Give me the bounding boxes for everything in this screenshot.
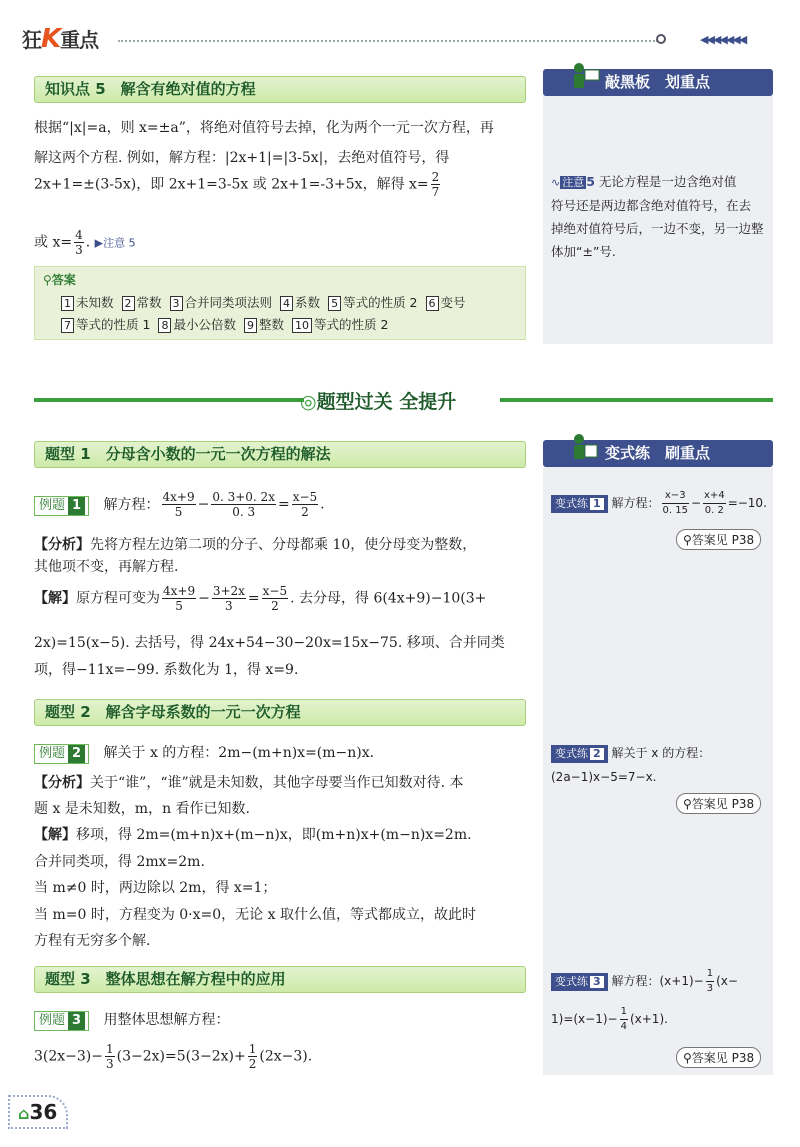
- variant-3: 变式练 3 解方程：(x+1)− $\frac{1}{3}$ (x−: [551, 967, 738, 996]
- blackboard-panel: [543, 96, 773, 344]
- example-tag: 例题 2: [34, 744, 89, 764]
- kp5-title: 知识点 5 解含有绝对值的方程: [34, 76, 526, 103]
- key-icon: ⚲: [683, 533, 692, 547]
- answer-number-box: 1: [61, 296, 74, 311]
- note-reference-link[interactable]: ▶注意 5: [94, 236, 136, 250]
- answer-item: [61, 315, 150, 333]
- example-tag: 例题 3: [34, 1011, 89, 1031]
- answer-number-box: 6: [426, 296, 439, 311]
- example-2-analysis: 【分析】关于“谁”，“谁”就是未知数，其他字母要当作已知数对待. 本 题 x 是未知数，m，n 看作已知数.: [34, 775, 464, 817]
- key-icon: ⚲: [683, 1051, 692, 1065]
- key-icon: ⚲: [683, 797, 692, 811]
- example-3-equation: 3(2x−3)− $\frac{1}{3}$ (3−2x)=5(3−2x)+ $\frac{1}{2}$ (2x−3).: [34, 1042, 313, 1071]
- section-banner: ◎题型过关 全提升: [300, 391, 457, 413]
- kp5-line3: 2x+1=±(3-5x)，即 2x+1=3-5x 或 2x+1=-3+5x，解得 x= $\frac{2}{7}$: [34, 170, 440, 199]
- answer-item: [170, 293, 273, 311]
- variant-1: 变式练 1 解方程： $\frac{x-3}{0. 15}$ − $\frac{x+4}{0. 2}$ =−10.: [551, 489, 767, 518]
- banner-line-left: [34, 398, 304, 402]
- answer-see-button-3[interactable]: ⚲答案见 P38: [676, 1047, 761, 1068]
- answer-box: [34, 266, 526, 340]
- answer-item: [328, 293, 417, 311]
- answer-number-box: 10: [292, 318, 312, 333]
- answer-text: 等式的性质 2: [313, 317, 389, 332]
- circle-icon: [656, 34, 666, 44]
- answer-row-1: [61, 293, 474, 311]
- header-divider: [118, 40, 658, 42]
- answer-item: [61, 293, 114, 311]
- swirl-icon: ◎: [300, 391, 317, 413]
- answer-number-box: 7: [61, 318, 74, 333]
- variant-tag: 变式练 1: [551, 495, 608, 513]
- variant-tag: 变式练 2: [551, 745, 608, 763]
- answer-number-box: 2: [122, 296, 135, 311]
- compass-icon: ⌂: [18, 1104, 30, 1123]
- practice-header: 变式练 刷重点: [543, 440, 773, 467]
- banner-line-right: [500, 398, 773, 402]
- answer-text: 等式的性质 1: [76, 317, 151, 332]
- answer-number-box: 4: [280, 296, 293, 311]
- answer-text: 未知数: [76, 295, 114, 310]
- answer-item: [244, 315, 284, 333]
- example-1-analysis: 【分析】先将方程左边第二项的分子、分母都乘 10，使分母变为整数， 其他项不变，再解方程.: [34, 537, 477, 575]
- header-logo: 狂K重点: [22, 24, 99, 54]
- pulse-icon: ∿: [551, 176, 561, 189]
- answer-text: 等式的性质 2: [343, 295, 418, 310]
- variant-tag: 变式练 3: [551, 973, 608, 991]
- type3-title: 题型 3 整体思想在解方程中的应用: [34, 966, 526, 993]
- answer-item: [158, 315, 236, 333]
- answer-text: 整数: [258, 317, 284, 332]
- kp5-line2: 解这两个方程. 例如，解方程：|2x+1|=|3-5x|，去绝对值符号，得: [34, 150, 450, 166]
- variant-2: 变式练 2 解关于 x 的方程： (2a−1)x−5=7−x.: [551, 746, 711, 784]
- answer-text: 合并同类项法则: [184, 295, 273, 310]
- example-1-solution: 【解】原方程可变为 $\frac{4x+9}{5}$ − $\frac{3+2x}{3}$ = $\frac{x-5}{2}$ . 去分母，得 6(4x+9)−10(3+: [34, 584, 487, 613]
- practice-panel: [543, 467, 773, 1075]
- type1-title: 题型 1 分母含小数的一元一次方程的解法: [34, 441, 526, 468]
- note-tag: ∿ 注意: [551, 176, 585, 189]
- answer-item: [122, 293, 162, 311]
- example-1-solution-2: 2x)=15(x−5). 去括号，得 24x+54−30−20x=15x−75. 移项、合并同类: [34, 635, 505, 651]
- answer-number-box: 9: [244, 318, 257, 333]
- answer-row-2: [61, 315, 396, 333]
- answer-text: 系数: [295, 295, 321, 310]
- example-2-question: 例题 2 解关于 x 的方程：2m−(m+n)x=(m−n)x.: [34, 742, 528, 764]
- answer-text: 变号: [440, 295, 466, 310]
- answer-number-box: 8: [158, 318, 171, 333]
- blackboard-note: ∿ 注意 5 无论方程是一边含绝对值 符号还是两边都含绝对值符号，在去 掉绝对值符号后，一边不变，另一边整 体加“±”号.: [551, 174, 764, 259]
- example-1-solution-3: 项，得−11x=−99. 系数化为 1，得 x=9.: [34, 662, 299, 678]
- blackboard-header: 敲黑板 划重点: [543, 69, 773, 96]
- variant-3-line2: 1)=(x−1)− $\frac{1}{4}$ (x+1).: [551, 1006, 668, 1032]
- example-tag: 例题 1: [34, 496, 89, 516]
- student-figure-icon: [567, 431, 601, 465]
- example-2-solution: 【解】移项，得 2m=(m+n)x+(m−n)x，即(m+n)x+(m−n)x=2m. 合并同类项，得 2mx=2m. 当 m≠0 时，两边除以 2m，得 x=1； 当 m=0 时，方程变为 0·x=0，无论 x 取什么值，等式都成立，故此时 方程有无穷多个解.: [34, 827, 476, 949]
- example-3-question: 例题 3 用整体思想解方程：: [34, 1009, 528, 1031]
- teacher-figure-icon: [567, 60, 601, 94]
- answer-text: 最小公倍数: [173, 317, 236, 332]
- type2-title: 题型 2 解含字母系数的一元一次方程: [34, 699, 526, 726]
- kp5-line4: 或 x= $\frac{4}{3}$ . ▶注意 5: [34, 228, 136, 257]
- answer-item: [426, 293, 466, 311]
- answer-see-button-1[interactable]: ⚲答案见 P38: [676, 529, 761, 550]
- answer-number-box: 3: [170, 296, 183, 311]
- kp5-line1: 根据“|x|=a，则 x=±a”，将绝对值符号去掉，化为两个一元一次方程，再: [34, 120, 494, 136]
- answer-item: [280, 293, 320, 311]
- example-1-question: 例题 1 解方程： $\frac{4x+9}{5}$ − $\frac{0. 3+0. 2x}{0. 3}$ = $\frac{x-5}{2}$ .: [34, 490, 528, 519]
- answer-see-button-2[interactable]: ⚲答案见 P38: [676, 793, 761, 814]
- answer-text: 常数: [136, 295, 162, 310]
- arrows-icon: ◀◀◀◀◀◀◀: [700, 33, 746, 46]
- answer-item: [292, 315, 388, 333]
- answer-label: ⚲答案: [43, 273, 76, 287]
- answer-number-box: 5: [328, 296, 341, 311]
- key-icon: ⚲: [43, 273, 52, 287]
- page-number: ⌂36: [18, 1100, 58, 1124]
